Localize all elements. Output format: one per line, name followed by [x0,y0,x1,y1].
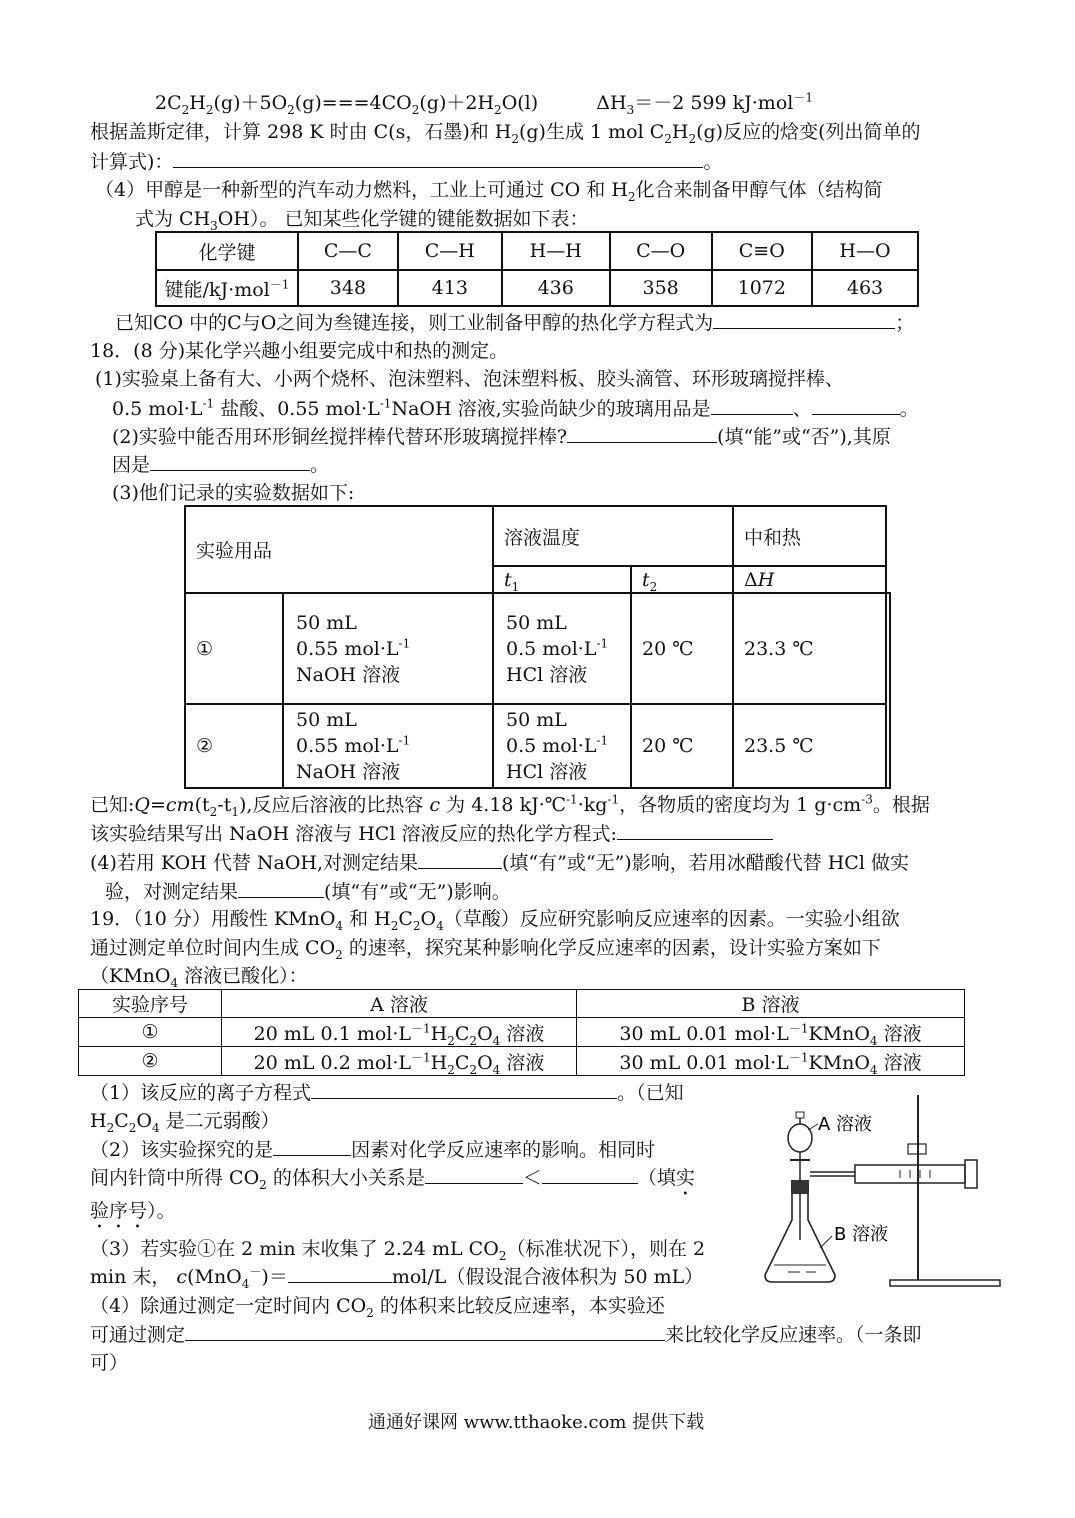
answer-blank[interactable] [150,452,310,471]
answer-blank[interactable] [425,1165,523,1184]
a-solution: 20 mL 0.1 $mol\cdot L^{-1}H_2C_2O_4$ 溶液 [222,1018,577,1047]
footer: 通通好课网 www.tthaoke.com 提供下载 [368,1412,705,1433]
equation-h3: $2C_2H_2(g)+5O_2(g)===4CO_2(g)+2H_2O(l)$ $\Delta H_3=-2$ 599 kJ·mol$^{-1}$ [155,90,813,117]
stopper [791,1180,809,1194]
q19-p4-line2: 可通过测定 来比较化学反应速率。（一条即 [90,1324,922,1346]
answer-blank[interactable] [185,1322,665,1341]
q19-experiment-table [78,989,965,1076]
answer-blank[interactable] [273,1137,351,1156]
t2-value: 23.3 ℃ [733,593,886,704]
row-no: ① [79,1018,222,1047]
header-temp: 溶液温度 [493,506,733,566]
row-no: ① [185,593,283,704]
value-cell: 436 [502,270,610,306]
q18-title: 18．(8 分)某化学兴趣小组要完成中和热的测定。 [90,340,509,362]
q4-after: 已知CO 中的C与O之间为叁键连接，则工业制备甲醇的热化学方程式为 ； [115,312,915,334]
dh-answer-cell[interactable] [886,593,890,788]
label-b: B 溶液 [834,1224,889,1245]
row-label: 键能/kJ·mol$^{-1}$ [156,270,298,306]
header-cell: H—H [502,232,610,270]
answer-blank[interactable] [711,396,793,415]
answer-blank[interactable] [567,424,717,443]
header-t1: $t_1$ [493,566,631,593]
header-cell: C—C [298,232,398,270]
q19-p2-line2: 间内针筒中所得 $CO_2$ 的体积大小关系是 ＜ （填实 [90,1167,695,1192]
hcl-cell: 50 mL 0.5 $mol\cdot L^{-1}$ HCl 溶液 [493,593,631,704]
header-cell: A 溶液 [222,990,577,1018]
value-cell: 463 [812,270,918,306]
b-solution: 30 mL 0.01 $mol\cdot L^{-1}KMnO_4$ 溶液 [577,1018,965,1047]
row-no: ② [185,704,283,788]
dropping-funnel [788,1124,812,1152]
header-cell: 实验序号 [79,990,222,1018]
header-dh: ΔH [733,566,886,593]
q19-p1: （1）该反应的离子方程式 。（已知 [90,1082,684,1104]
q19-p4-line3: 可） [90,1352,129,1374]
q4-line2: 式为 $CH_3OH$）。 已知某些化学键的键能数据如下表： [135,208,589,233]
apparatus-diagram [760,1090,1040,1300]
answer-blank[interactable] [288,1264,392,1283]
t1-value: 20 ℃ [631,593,733,704]
q19-p4-line1: （4）除通过测定一定时间内 $CO_2$ 的体积来比较反应速率，本实验还 [90,1295,665,1320]
q19-p2-line3: 验序号）。 [90,1200,176,1222]
q19-line2: 通过测定单位时间内生成 $CO_2$ 的速率，探究某种影响化学反应速率的因素，设计实验方案如下 [90,937,881,962]
answer-blank[interactable] [542,1165,638,1184]
neutralization-data-table [184,505,891,789]
answer-blank[interactable] [173,149,703,168]
q18-p2-line2: 因是 。 [112,454,330,476]
label-a: A 溶液 [818,1114,873,1135]
stand-base [890,1280,1000,1286]
q3-line2: 计算式)： 。 [90,151,723,173]
answer-blank[interactable] [812,396,900,415]
value-cell: 358 [610,270,712,306]
header-t2: $t_2$ [631,566,733,593]
q18-known-line2: 该实验结果写出 NaOH 溶液与 HCl 溶液反应的热化学方程式: [90,821,773,847]
q19-p3-line1: （3）若实验①在 2 min 末收集了 2.24 mL $CO_2$（标准状况下），则在 2 [90,1238,706,1263]
a-solution: 20 mL 0.2 $mol\cdot L^{-1}H_2C_2O_4$ 溶液 [222,1047,577,1076]
answer-blank[interactable] [713,310,895,329]
q18-p1-line2: 0.5 $mol\cdot L^{-1}$ 盐酸、0.55 $mol\cdot L^{-1}NaOH$ 溶液,实验尚缺少的玻璃用品是 、 。 [112,396,919,420]
q18-p1-line1: (1)实验桌上备有大、小两个烧杯、泡沫塑料、泡沫塑料板、胶头滴管、环形玻璃搅拌棒、 [95,368,844,390]
header-heat: 中和热 [733,506,886,566]
value-cell: 348 [298,270,398,306]
header-cell: C—O [610,232,712,270]
answer-blank[interactable] [617,821,773,840]
bond-energy-table [155,231,919,307]
answer-blank[interactable] [311,1080,617,1099]
q19-p1-line2: $H_2C_2O_4$ 是二元弱酸） [90,1110,280,1135]
answer-blank[interactable] [238,879,324,898]
t2-value: 23.5 ℃ [733,704,886,788]
header-items: 实验用品 [185,506,493,593]
header-cell: C—H [398,232,502,270]
row-no: ② [79,1047,222,1076]
header-cell: C≡O [712,232,812,270]
naoh-cell: 50 mL 0.55 $mol\cdot L^{-1}$ NaOH 溶液 [283,704,493,788]
header-cell: B 溶液 [577,990,965,1018]
value-cell: 413 [398,270,502,306]
q19-line1: 19．（10 分）用酸性 KMnO$_4$ 和 $H_2C_2O_4$（草酸）反应研究影响反应速率的因素。一实验小组欲 [90,908,900,933]
q19-p3-line2: min 末， c(MnO$_4$－)＝ mol/L（假设混合液体积为 50 mL） [90,1264,704,1291]
q18-known-line1: 已知$:Q=cm(t_2-t_1)$,反应后溶液的比热容 c 为 4.18 $kJ\cdot℃^{-1}\cdot kg^{-1}$，各物质的密度均为 1 $g\cdot cm^{-3}$。根据 [90,792,930,819]
header-cell: H—O [812,232,918,270]
q4-line1: （4）甲醇是一种新型的汽车动力燃料，工业上可通过 CO 和 $H_2$化合来制备甲醇气体（结构简 [95,179,883,204]
q3-line1: 根据盖斯定律，计算 298 K 时由 C(s，石墨)和 $H_2(g)$生成 1 mol $C_2H_2(g)$反应的焓变(列出简单的 [90,121,921,146]
q18-p4-line2: 验，对测定结果 (填“有”或“无”)影响。 [105,881,511,903]
q18-p2-line1: (2)实验中能否用环形铜丝搅拌棒代替环形玻璃搅拌棒? (填“能”或“否”),其原 [112,426,891,448]
hcl-cell: 50 mL 0.5 $mol\cdot L^{-1}$ HCl 溶液 [493,704,631,788]
answer-blank[interactable] [418,850,502,869]
value-cell: 1072 [712,270,812,306]
q19-p2-line1: （2）该实验探究的是 因素对化学反应速率的影响。相同时 [90,1139,656,1161]
q19-line3: （KMnO$_4$ 溶液已酸化）： [90,965,308,990]
naoh-cell: 50 mL 0.55 $mol\cdot L^{-1}$ NaOH 溶液 [283,593,493,704]
header-cell: 化学键 [156,232,298,270]
b-solution: 30 mL 0.01 $mol\cdot L^{-1}KMnO_4$ 溶液 [577,1047,965,1076]
q18-p3: (3)他们记录的实验数据如下: [112,482,355,504]
t1-value: 20 ℃ [631,704,733,788]
q18-p4-line1: (4)若用 KOH 代替 NaOH,对测定结果 (填“有”或“无”)影响，若用冰醋酸代替 HCl 做实 [90,852,909,874]
